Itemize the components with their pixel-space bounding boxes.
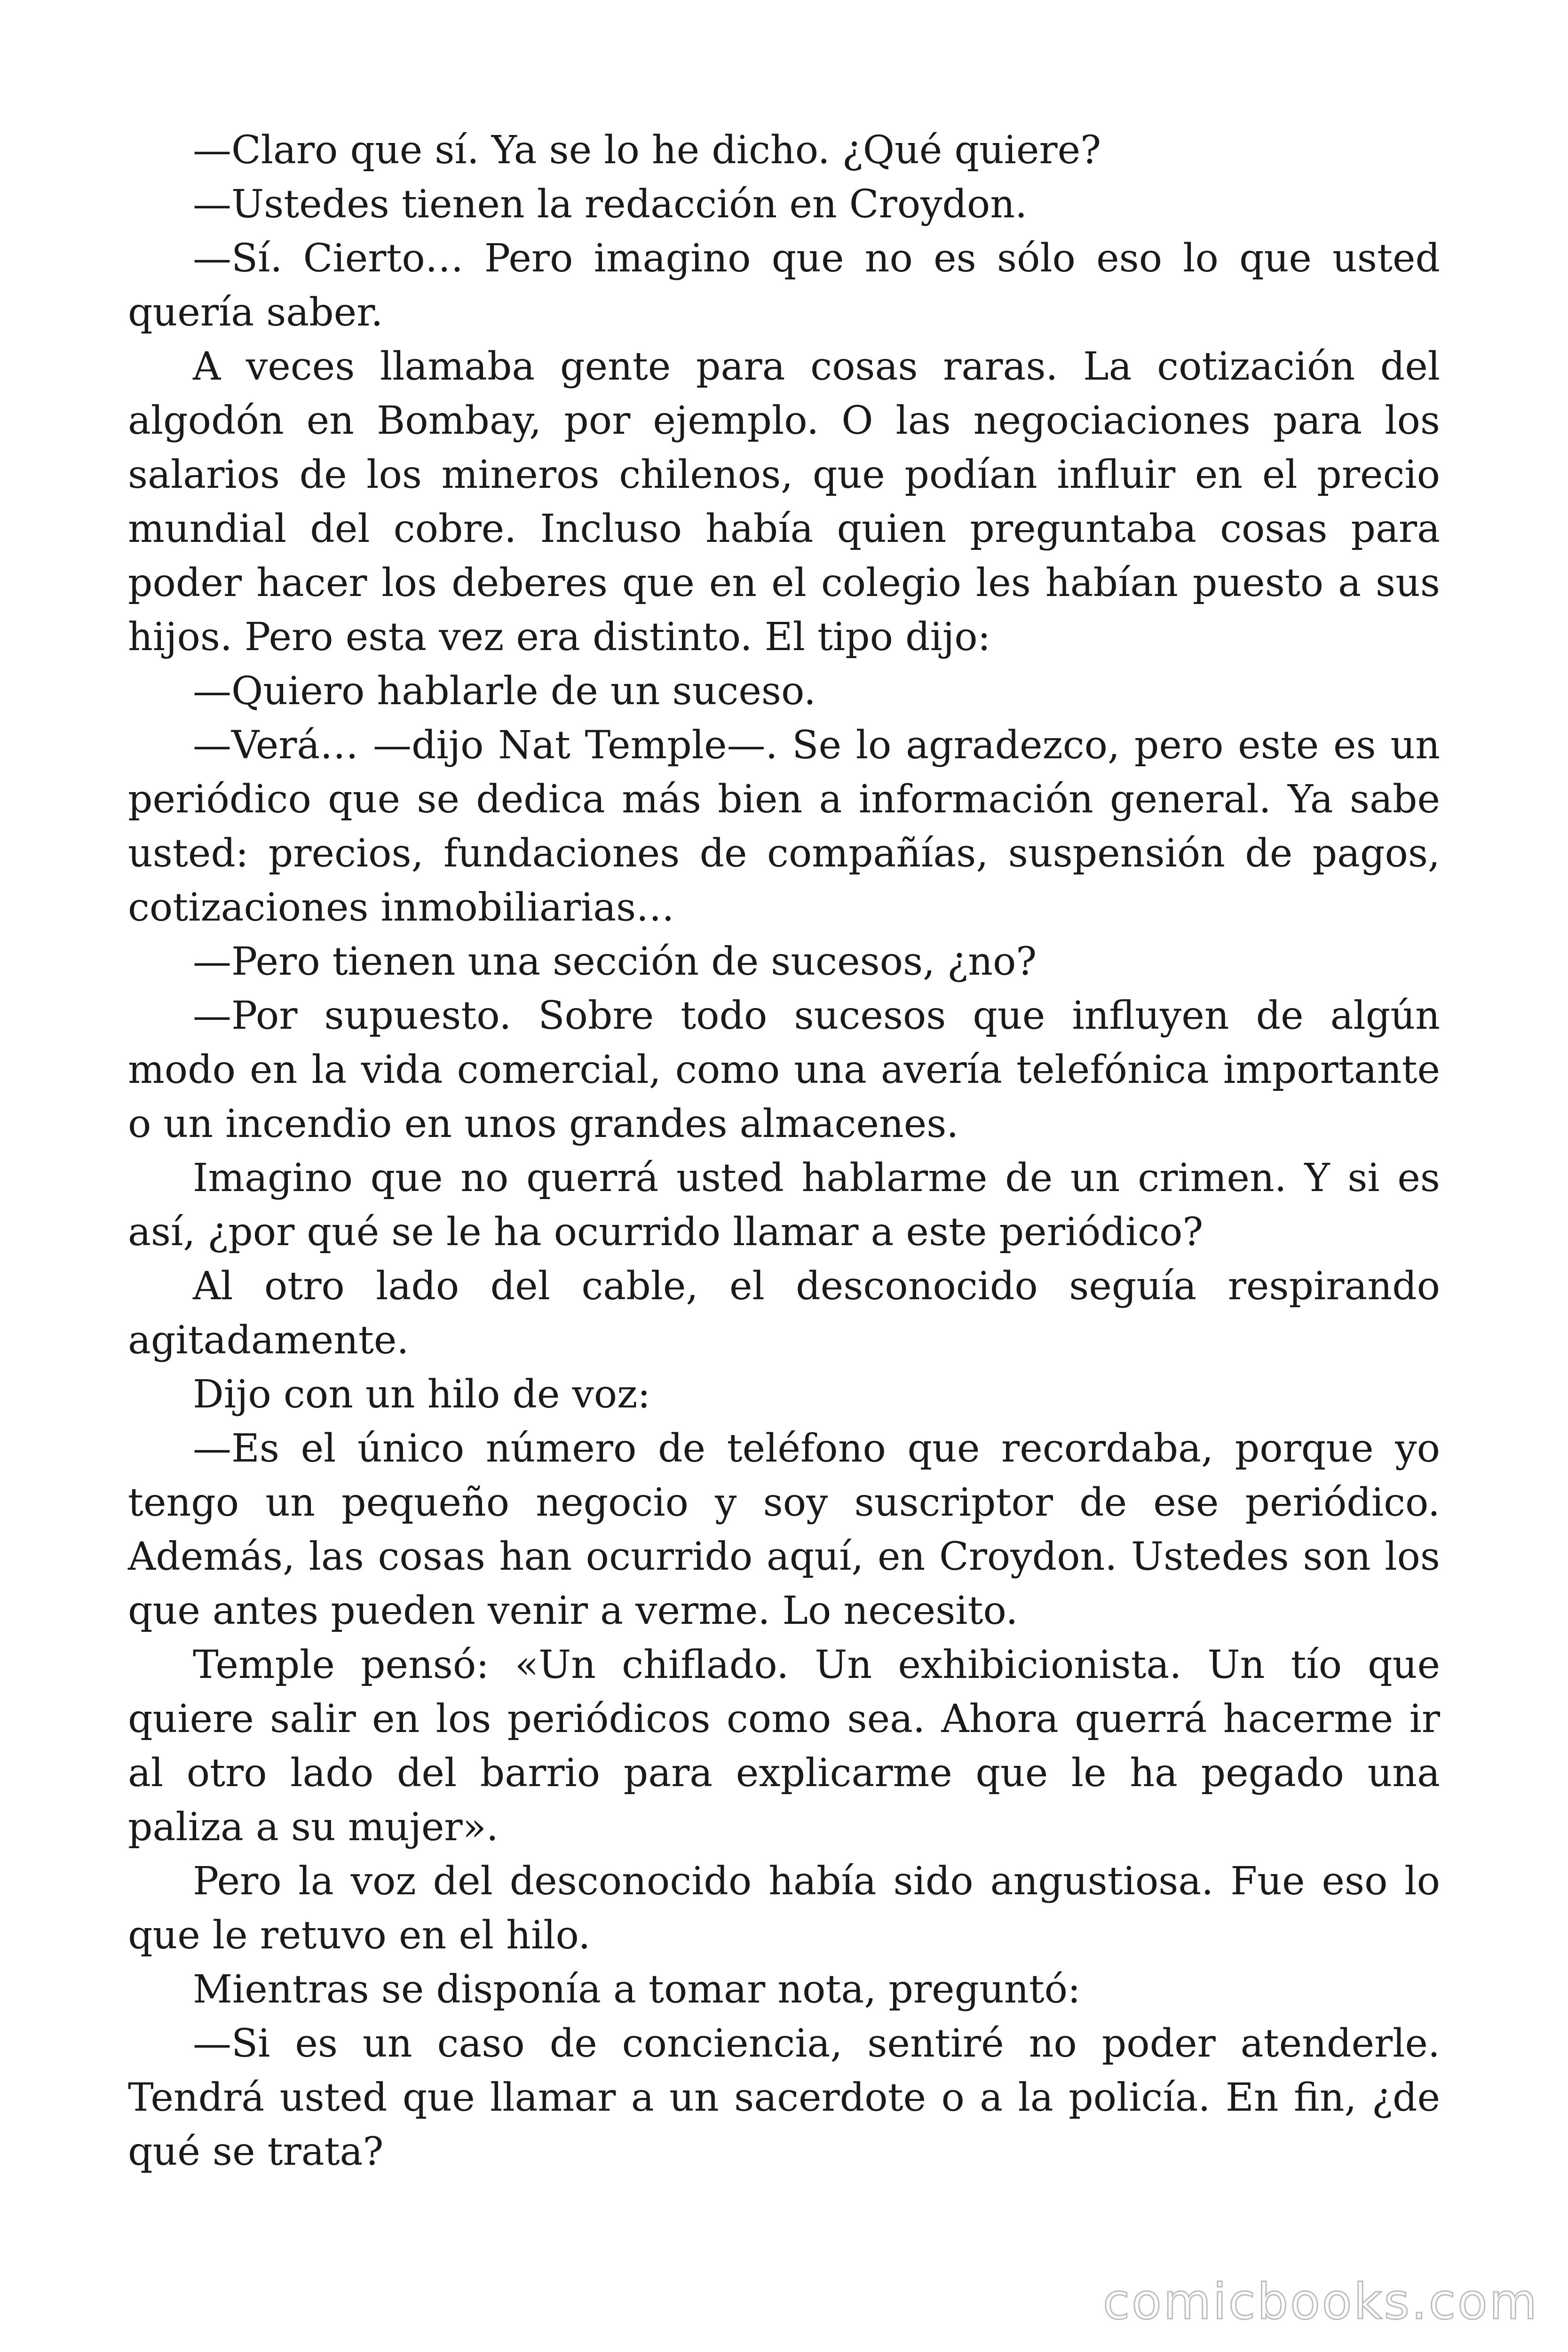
paragraph-5: —Quiero hablarle de un suceso. — [193, 669, 816, 714]
paragraph-16: —Si es un caso de conciencia, sentiré no poder atenderle. Tendrá usted que llamar a un sacerdote o a la policía. En fin, ¿de qué se trata? — [128, 2021, 1440, 2174]
paragraph-2: —Ustedes tienen la redacción en Croydon. — [193, 182, 1028, 227]
paragraph-11: Dijo con un hilo de voz: — [193, 1372, 650, 1417]
paragraph-6: —Verá… —dijo Nat Temple—. Se lo agradezco, pero este es un periódico que se dedica más bien a información general. Ya sabe usted: precios, fundaciones de compañías, suspensión de pagos, cotizaciones inmobiliarias… — [128, 723, 1440, 930]
paragraph-4: A veces llamaba gente para cosas raras. La cotización del algodón en Bombay, por ejemplo. O las negociaciones para los salarios de los mineros chilenos, que podían influir en el precio mundial del cobre. Incluso había quien preguntaba cosas para poder hacer los deberes que en el colegio les habían puesto a sus hijos. Pero esta vez era distinto. El tipo dijo: — [128, 344, 1440, 660]
paragraph-1: —Claro que sí. Ya se lo he dicho. ¿Qué quiere? — [193, 128, 1101, 173]
paragraph-8: —Por supuesto. Sobre todo sucesos que influyen de algún modo en la vida comercial, como una avería telefónica importante o un incendio en unos grandes almacenes. — [128, 993, 1440, 1146]
paragraph-10: Al otro lado del cable, el desconocido seguía respirando agitadamente. — [128, 1264, 1440, 1363]
paragraph-9: Imagino que no querrá usted hablarme de un crimen. Y si es así, ¿por qué se le ha ocurrido llamar a este periódico? — [128, 1156, 1440, 1255]
paragraph-7: —Pero tienen una sección de sucesos, ¿no? — [193, 939, 1037, 984]
paragraph-12: —Es el único número de teléfono que recordaba, porque yo tengo un pequeño negocio y soy suscriptor de ese periódico. Además, las cosas han ocurrido aquí, en Croydon. Ustedes son los que antes pueden venir a verme. Lo necesito. — [128, 1426, 1440, 1633]
paragraph-13: Temple pensó: «Un chiflado. Un exhibicionista. Un tío que quiere salir en los periódicos como sea. Ahora querrá hacerme ir al otro lado del barrio para explicarme que le ha pegado una paliza a su mujer». — [128, 1643, 1440, 1850]
watermark: comicbooks.com — [1102, 2273, 1539, 2330]
paragraph-3: —Sí. Cierto… Pero imagino que no es sólo eso lo que usted quería saber. — [128, 236, 1440, 335]
body-text — [128, 123, 1440, 2179]
paragraph-15: Mientras se disponía a tomar nota, preguntó: — [193, 1967, 1081, 2012]
paragraph-14: Pero la voz del desconocido había sido angustiosa. Fue eso lo que le retuvo en el hilo. — [128, 1859, 1440, 1958]
